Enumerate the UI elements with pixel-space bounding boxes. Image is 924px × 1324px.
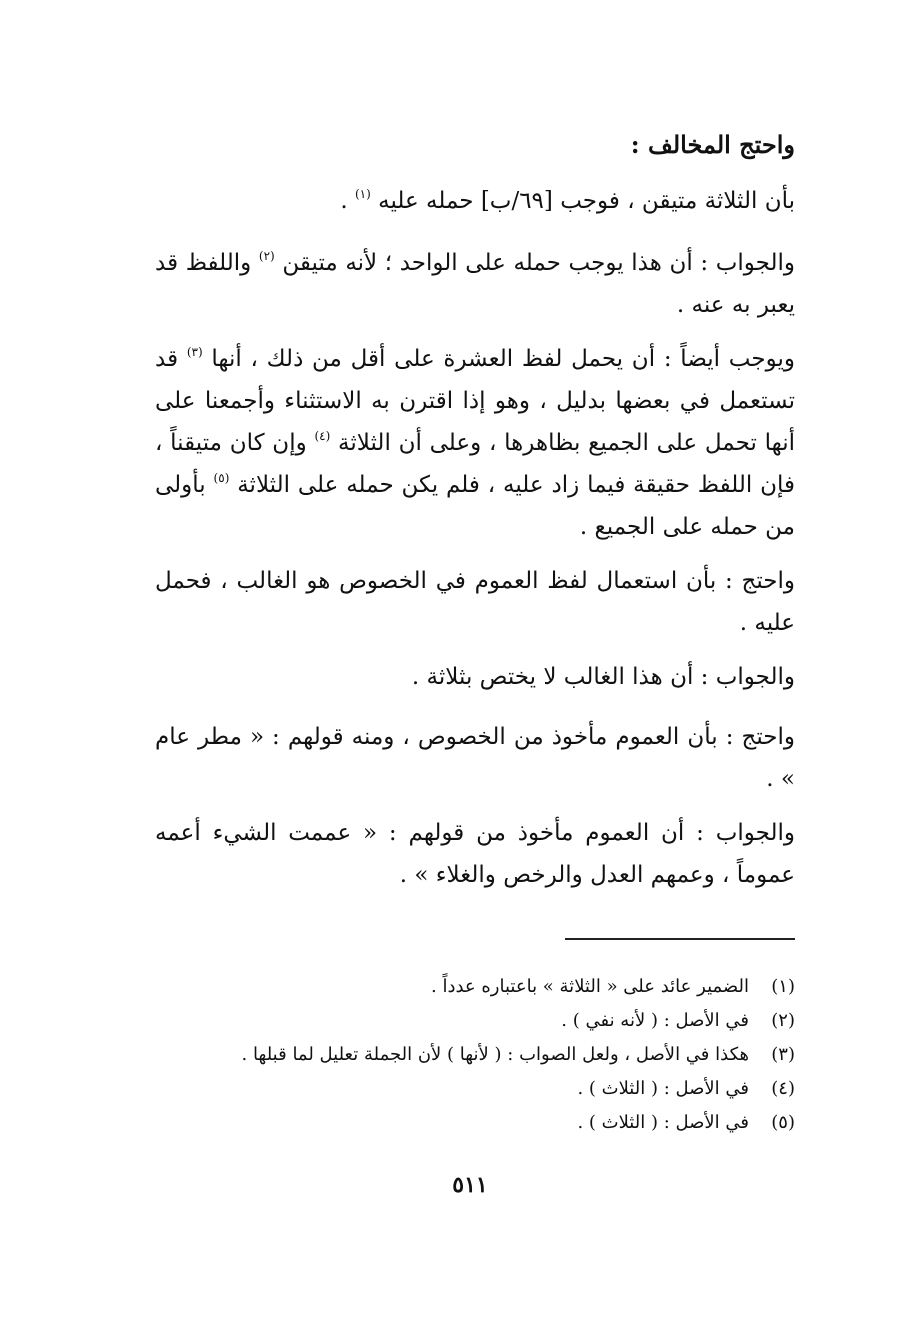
paragraph-text: واحتج : بأن استعمال لفظ العموم في الخصوص هو الغالب ، فحمل عليه . [155, 568, 795, 636]
paragraph-text: قد تستعمل في بعضها بدليل ، وهو إذا اقترن به الاستثناء وأجمعنا على أنها تحمل على الجميع بظاهرها ، وعلى أن الثلاثة [155, 346, 795, 456]
paragraph-text: وإن كان متيقناً ، فإن اللفظ حقيقة فيما زاد عليه ، فلم يكن حمله على الثلاثة [155, 430, 795, 498]
footnote-text: في الأصل : ( الثلاث ) . [577, 1112, 749, 1133]
paragraph-text: والجواب : أن هذا الغالب لا يختص بثلاثة . [411, 664, 795, 690]
footnote-text: في الأصل : ( الثلاث ) . [577, 1078, 749, 1099]
paragraph-text: بأولى من حمله على الجميع . [155, 472, 795, 540]
footnote-number: (٢) [771, 1010, 795, 1031]
paragraph-text: والجواب : أن العموم مأخوذ من قولهم : « عممت الشيء أعمه عموماً ، وعمهم العدل والرخص والغلاء » . [155, 820, 795, 888]
footnote-ref: (١) [354, 187, 371, 201]
paragraph-7 [155, 812, 795, 896]
footnote-ref: (٢) [258, 249, 275, 263]
paragraph-3 [155, 338, 795, 548]
footnote-divider [565, 938, 795, 940]
paragraph-4 [155, 560, 795, 644]
footnote-number: (٤) [771, 1078, 795, 1099]
footnote [155, 1106, 795, 1140]
paragraph-1 [155, 180, 795, 222]
paragraph-6 [155, 716, 795, 800]
paragraph-2 [155, 242, 795, 326]
footnote-text: الضمير عائد على « الثلاثة » باعتباره عدداً . [431, 976, 749, 997]
paragraph-text: واحتج : بأن العموم مأخوذ من الخصوص ، ومنه قولهم : « مطر عام » . [155, 724, 795, 792]
footnote [155, 1038, 795, 1072]
footnote-number: (١) [771, 976, 795, 997]
section-heading: واحتج المخالف : [630, 130, 795, 159]
paragraph-5 [155, 656, 795, 698]
paragraph-text: . [340, 188, 355, 214]
footnote [155, 970, 795, 1004]
paragraph-text: واللفظ قد يعبر به عنه . [155, 250, 795, 318]
page-number: ٥١١ [452, 1172, 488, 1198]
footnotes-list [155, 970, 795, 1140]
paragraph-text: بأن الثلاثة متيقن ، فوجب [٦٩/ب] حمله عليه [370, 188, 795, 214]
footnote [155, 1072, 795, 1106]
footnote-text: هكذا في الأصل ، ولعل الصواب : ( لأنها ) لأن الجملة تعليل لما قبلها . [241, 1044, 749, 1065]
footnote-text: في الأصل : ( لأنه نفي ) . [561, 1010, 749, 1031]
footnote-number: (٣) [771, 1044, 795, 1065]
footnote-ref: (٤) [314, 429, 331, 443]
paragraph-text: والجواب : أن هذا يوجب حمله على الواحد ؛ لأنه متيقن [274, 250, 795, 276]
paragraph-text: ويوجب أيضاً : أن يحمل لفظ العشرة على أقل من ذلك ، أنها [202, 346, 795, 372]
footnote [155, 1004, 795, 1038]
footnote-ref: (٣) [186, 345, 203, 359]
footnote-number: (٥) [771, 1112, 795, 1133]
footnote-ref: (٥) [213, 471, 230, 485]
